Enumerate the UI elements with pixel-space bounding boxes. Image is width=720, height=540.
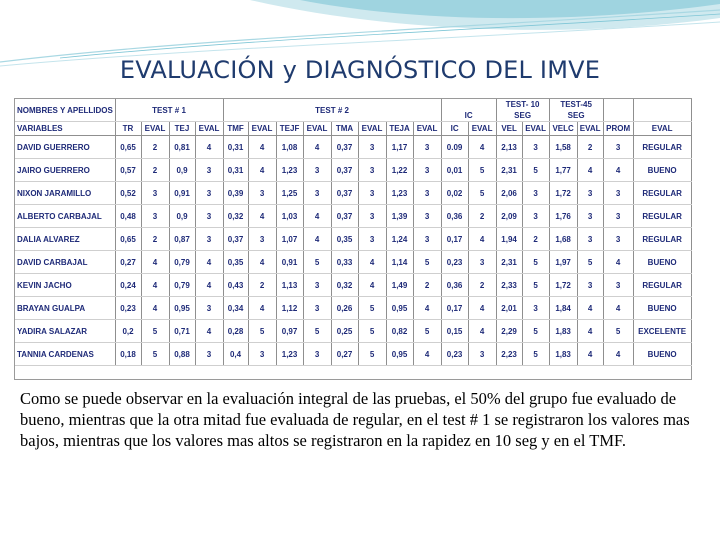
- student-name-cell: TANNIA CARDENAS: [15, 343, 115, 366]
- evaluation-table: [15, 99, 692, 366]
- table-cell: 5: [468, 159, 496, 182]
- table-cell: 0,37: [331, 159, 358, 182]
- table-cell: 4: [358, 251, 386, 274]
- table-cell: 0,17: [441, 297, 468, 320]
- student-name-cell: DALIA ALVAREZ: [15, 228, 115, 251]
- table-cell: 4: [303, 136, 331, 159]
- table-cell: 0,31: [223, 136, 248, 159]
- eval-group-spacer: [633, 99, 691, 122]
- column-header: EVAL: [577, 122, 603, 136]
- table-cell: 2: [248, 274, 276, 297]
- table-cell: 0,26: [331, 297, 358, 320]
- table-cell: 3: [195, 182, 223, 205]
- table-cell: 1,22: [386, 159, 413, 182]
- page-title: EVALUACIÓN y DIAGNÓSTICO DEL IMVE: [119, 56, 601, 84]
- table-cell: 2: [577, 136, 603, 159]
- table-cell: 2: [141, 228, 169, 251]
- table-cell: 1,07: [276, 228, 303, 251]
- table-row: [15, 228, 691, 251]
- table-cell: REGULAR: [633, 182, 691, 205]
- table-cell: 5: [303, 251, 331, 274]
- table-cell: 1,83: [549, 320, 577, 343]
- table-cell: 3: [522, 205, 549, 228]
- table-row: [15, 182, 691, 205]
- table-cell: 4: [248, 136, 276, 159]
- table-cell: 5: [522, 320, 549, 343]
- names-group-header: NOMBRES Y APELLIDOS: [15, 99, 115, 122]
- table-cell: 3: [468, 251, 496, 274]
- table-cell: 4: [358, 274, 386, 297]
- table-cell: 0,37: [331, 182, 358, 205]
- table-cell: 3: [358, 228, 386, 251]
- table-cell: 4: [603, 159, 633, 182]
- table-cell: 4: [248, 297, 276, 320]
- table-cell: 4: [413, 343, 441, 366]
- table-cell: 3: [248, 343, 276, 366]
- table-cell: 5: [468, 182, 496, 205]
- table-cell: 4: [195, 136, 223, 159]
- table-cell: 2,01: [496, 297, 522, 320]
- table-cell: 3: [577, 274, 603, 297]
- student-name-cell: NIXON JARAMILLO: [15, 182, 115, 205]
- column-header-row: [15, 122, 691, 136]
- table-cell: 4: [195, 251, 223, 274]
- table-cell: 0,17: [441, 228, 468, 251]
- table-cell: 3: [522, 182, 549, 205]
- test1-group-header: TEST # 1: [115, 99, 223, 122]
- table-cell: 3: [577, 228, 603, 251]
- test45-line1: TEST-45: [560, 100, 592, 109]
- table-row: [15, 205, 691, 228]
- table-cell: 0,4: [223, 343, 248, 366]
- table-cell: 0,36: [441, 205, 468, 228]
- table-cell: 5: [522, 274, 549, 297]
- table-cell: REGULAR: [633, 228, 691, 251]
- table-cell: BUENO: [633, 251, 691, 274]
- table-cell: 3: [248, 228, 276, 251]
- column-header: PROM: [603, 122, 633, 136]
- table-cell: 0.09: [441, 136, 468, 159]
- table-cell: 0,23: [115, 297, 141, 320]
- table-cell: 3: [358, 182, 386, 205]
- table-cell: 0,37: [331, 205, 358, 228]
- table-cell: 1,49: [386, 274, 413, 297]
- table-cell: 3: [413, 159, 441, 182]
- table-cell: 1,76: [549, 205, 577, 228]
- table-cell: 0,27: [115, 251, 141, 274]
- table-cell: 0,91: [169, 182, 195, 205]
- table-cell: 3: [141, 182, 169, 205]
- table-cell: 0,37: [223, 228, 248, 251]
- student-name-cell: BRAYAN GUALPA: [15, 297, 115, 320]
- table-cell: 5: [248, 320, 276, 343]
- table-cell: 5: [303, 320, 331, 343]
- column-header: TEJ: [169, 122, 195, 136]
- column-header: VELC: [549, 122, 577, 136]
- column-header: EVAL: [633, 122, 691, 136]
- test10-line1: TEST- 10: [505, 100, 540, 109]
- table-cell: 0,79: [169, 274, 195, 297]
- table-cell: 2: [141, 136, 169, 159]
- table-cell: 4: [577, 320, 603, 343]
- table-cell: 0,43: [223, 274, 248, 297]
- table-row: [15, 297, 691, 320]
- table-cell: 1,25: [276, 182, 303, 205]
- table-cell: 0,28: [223, 320, 248, 343]
- table-cell: 1,72: [549, 274, 577, 297]
- table-cell: BUENO: [633, 297, 691, 320]
- table-cell: 3: [603, 274, 633, 297]
- table-cell: 4: [468, 136, 496, 159]
- table-cell: REGULAR: [633, 274, 691, 297]
- table-cell: 5: [522, 159, 549, 182]
- column-header: EVAL: [468, 122, 496, 136]
- table-cell: 4: [603, 251, 633, 274]
- table-cell: 1,23: [276, 159, 303, 182]
- table-cell: 3: [577, 182, 603, 205]
- table-cell: 0,95: [169, 297, 195, 320]
- table-cell: 2,09: [496, 205, 522, 228]
- student-name-cell: JAIRO GUERRERO: [15, 159, 115, 182]
- table-cell: 3: [303, 297, 331, 320]
- table-cell: 4: [577, 159, 603, 182]
- table-cell: 4: [303, 228, 331, 251]
- table-cell: 0,95: [386, 297, 413, 320]
- table-cell: 0,36: [441, 274, 468, 297]
- table-cell: 0,32: [331, 274, 358, 297]
- table-cell: 3: [303, 159, 331, 182]
- table-cell: 3: [603, 205, 633, 228]
- table-cell: 0,2: [115, 320, 141, 343]
- table-cell: 0,35: [223, 251, 248, 274]
- table-cell: EXCELENTE: [633, 320, 691, 343]
- table-cell: 2,31: [496, 251, 522, 274]
- table-row: [15, 274, 691, 297]
- student-name-cell: KEVIN JACHO: [15, 274, 115, 297]
- table-cell: 2,13: [496, 136, 522, 159]
- table-cell: 0,23: [441, 343, 468, 366]
- table-cell: 2,33: [496, 274, 522, 297]
- table-cell: 0,65: [115, 228, 141, 251]
- table-cell: 3: [413, 205, 441, 228]
- table-row: [15, 136, 691, 159]
- table-cell: 2,06: [496, 182, 522, 205]
- column-header: EVAL: [141, 122, 169, 136]
- table-cell: 1,17: [386, 136, 413, 159]
- column-header: TEJF: [276, 122, 303, 136]
- table-cell: 3: [303, 182, 331, 205]
- table-cell: 4: [248, 251, 276, 274]
- table-cell: 1,12: [276, 297, 303, 320]
- table-cell: 0,91: [276, 251, 303, 274]
- table-cell: REGULAR: [633, 136, 691, 159]
- table-cell: 0,9: [169, 159, 195, 182]
- table-cell: 3: [195, 343, 223, 366]
- table-cell: 2: [413, 274, 441, 297]
- table-cell: 3: [468, 343, 496, 366]
- table-cell: 1,72: [549, 182, 577, 205]
- table-cell: 0,82: [386, 320, 413, 343]
- table-cell: 1,13: [276, 274, 303, 297]
- table-cell: 4: [141, 251, 169, 274]
- test10-line2: SEG: [514, 111, 532, 120]
- table-cell: 5: [577, 251, 603, 274]
- table-cell: 1,39: [386, 205, 413, 228]
- table-cell: 4: [141, 297, 169, 320]
- table-cell: 4: [195, 274, 223, 297]
- table-cell: 5: [358, 320, 386, 343]
- table-cell: 5: [358, 343, 386, 366]
- column-header: EVAL: [358, 122, 386, 136]
- table-cell: 0,02: [441, 182, 468, 205]
- table-cell: 3: [413, 182, 441, 205]
- table-body: [15, 99, 691, 366]
- table-cell: 3: [413, 228, 441, 251]
- table-cell: 5: [141, 343, 169, 366]
- table-cell: 0,9: [169, 205, 195, 228]
- test2-group-header: TEST # 2: [223, 99, 441, 122]
- column-header: VEL: [496, 122, 522, 136]
- table-cell: 5: [603, 320, 633, 343]
- column-header: IC: [441, 122, 468, 136]
- student-name-cell: ALBERTO CARBAJAL: [15, 205, 115, 228]
- table-cell: 2,31: [496, 159, 522, 182]
- table-cell: 0,97: [276, 320, 303, 343]
- table-cell: 0,57: [115, 159, 141, 182]
- test45-line2: SEG: [567, 111, 585, 120]
- table-cell: 0,37: [331, 136, 358, 159]
- table-cell: 0,81: [169, 136, 195, 159]
- table-cell: 4: [468, 297, 496, 320]
- table-cell: 2,29: [496, 320, 522, 343]
- table-cell: 5: [522, 343, 549, 366]
- table-cell: 3: [603, 136, 633, 159]
- table-cell: 0,65: [115, 136, 141, 159]
- table-cell: 1,68: [549, 228, 577, 251]
- table-cell: 1,23: [386, 182, 413, 205]
- table-cell: 5: [413, 251, 441, 274]
- table-cell: 3: [358, 205, 386, 228]
- prom-group-spacer: [603, 99, 633, 122]
- table-cell: 4: [468, 320, 496, 343]
- table-cell: 3: [141, 205, 169, 228]
- table-cell: 3: [303, 343, 331, 366]
- table-row: [15, 320, 691, 343]
- table-cell: 0,95: [386, 343, 413, 366]
- table-cell: 0,71: [169, 320, 195, 343]
- table-cell: 3: [603, 228, 633, 251]
- table-cell: 0,52: [115, 182, 141, 205]
- table-cell: BUENO: [633, 159, 691, 182]
- ic-group-label: IC: [464, 111, 473, 120]
- student-name-cell: DAVID CARBAJAL: [15, 251, 115, 274]
- summary-caption: Como se puede observar en la evaluación integral de las pruebas, el 50% del grupo fue evaluado de bueno, mientras que la otra mitad fue evaluada de regular, en el test # 1 se registraron los valores mas bajos, mientras que los valores mas altos se registraron en la rapidez en 10 seg y en el TMF.: [20, 389, 690, 450]
- table-cell: 5: [522, 251, 549, 274]
- table-cell: 4: [248, 205, 276, 228]
- table-cell: 3: [358, 159, 386, 182]
- column-header: TMA: [331, 122, 358, 136]
- table-cell: 4: [303, 205, 331, 228]
- table-cell: 3: [303, 274, 331, 297]
- table-cell: 5: [413, 320, 441, 343]
- table-cell: 0,23: [441, 251, 468, 274]
- table-cell: 0,79: [169, 251, 195, 274]
- table-cell: 0,31: [223, 159, 248, 182]
- table-cell: 3: [195, 297, 223, 320]
- table-cell: 0,18: [115, 343, 141, 366]
- table-cell: 1,23: [276, 343, 303, 366]
- column-header: EVAL: [195, 122, 223, 136]
- table-cell: 4: [577, 297, 603, 320]
- table-cell: 1,83: [549, 343, 577, 366]
- table-cell: 0,33: [331, 251, 358, 274]
- column-header: VARIABLES: [15, 122, 115, 136]
- column-header: TMF: [223, 122, 248, 136]
- table-row: [15, 251, 691, 274]
- table-cell: 4: [248, 159, 276, 182]
- table-cell: 1,97: [549, 251, 577, 274]
- table-cell: 5: [141, 320, 169, 343]
- table-cell: 1,94: [496, 228, 522, 251]
- student-name-cell: DAVID GUERRERO: [15, 136, 115, 159]
- evaluation-table-frame: [14, 98, 692, 380]
- test10-group-header: [496, 99, 549, 122]
- group-header-row: [15, 99, 691, 122]
- column-header: TEJA: [386, 122, 413, 136]
- table-cell: 3: [413, 136, 441, 159]
- table-cell: 1,58: [549, 136, 577, 159]
- table-cell: 0,48: [115, 205, 141, 228]
- column-header: EVAL: [303, 122, 331, 136]
- table-cell: 2: [141, 159, 169, 182]
- table-cell: 1,24: [386, 228, 413, 251]
- table-cell: 2,23: [496, 343, 522, 366]
- column-header: EVAL: [413, 122, 441, 136]
- table-cell: 3: [358, 136, 386, 159]
- table-cell: 0,32: [223, 205, 248, 228]
- test45-group-header: [549, 99, 603, 122]
- table-cell: 1,08: [276, 136, 303, 159]
- table-row: [15, 343, 691, 366]
- table-cell: 0,88: [169, 343, 195, 366]
- table-cell: 0,39: [223, 182, 248, 205]
- table-cell: 4: [603, 343, 633, 366]
- table-cell: 1,84: [549, 297, 577, 320]
- table-cell: 4: [141, 274, 169, 297]
- student-name-cell: YADIRA SALAZAR: [15, 320, 115, 343]
- table-cell: 0,35: [331, 228, 358, 251]
- table-cell: 4: [195, 320, 223, 343]
- table-cell: REGULAR: [633, 205, 691, 228]
- table-cell: BUENO: [633, 343, 691, 366]
- ic-group-header: [441, 99, 496, 122]
- table-cell: 1,77: [549, 159, 577, 182]
- table-cell: 3: [195, 228, 223, 251]
- table-cell: 0,01: [441, 159, 468, 182]
- table-cell: 3: [522, 136, 549, 159]
- table-cell: 2: [522, 228, 549, 251]
- table-cell: 4: [603, 297, 633, 320]
- table-cell: 3: [195, 159, 223, 182]
- column-header: TR: [115, 122, 141, 136]
- table-cell: 0,24: [115, 274, 141, 297]
- table-cell: 0,87: [169, 228, 195, 251]
- table-cell: 3: [577, 205, 603, 228]
- table-cell: 1,14: [386, 251, 413, 274]
- table-cell: 0,15: [441, 320, 468, 343]
- column-header: EVAL: [522, 122, 549, 136]
- table-cell: 5: [358, 297, 386, 320]
- table-cell: 3: [522, 297, 549, 320]
- table-cell: 4: [468, 228, 496, 251]
- table-cell: 0,25: [331, 320, 358, 343]
- table-cell: 0,27: [331, 343, 358, 366]
- column-header: EVAL: [248, 122, 276, 136]
- table-cell: 3: [195, 205, 223, 228]
- table-cell: 2: [468, 205, 496, 228]
- table-cell: 4: [413, 297, 441, 320]
- table-cell: 3: [603, 182, 633, 205]
- table-cell: 1,03: [276, 205, 303, 228]
- table-cell: 2: [468, 274, 496, 297]
- table-row: [15, 159, 691, 182]
- table-cell: 0,34: [223, 297, 248, 320]
- table-cell: 4: [577, 343, 603, 366]
- table-cell: 3: [248, 182, 276, 205]
